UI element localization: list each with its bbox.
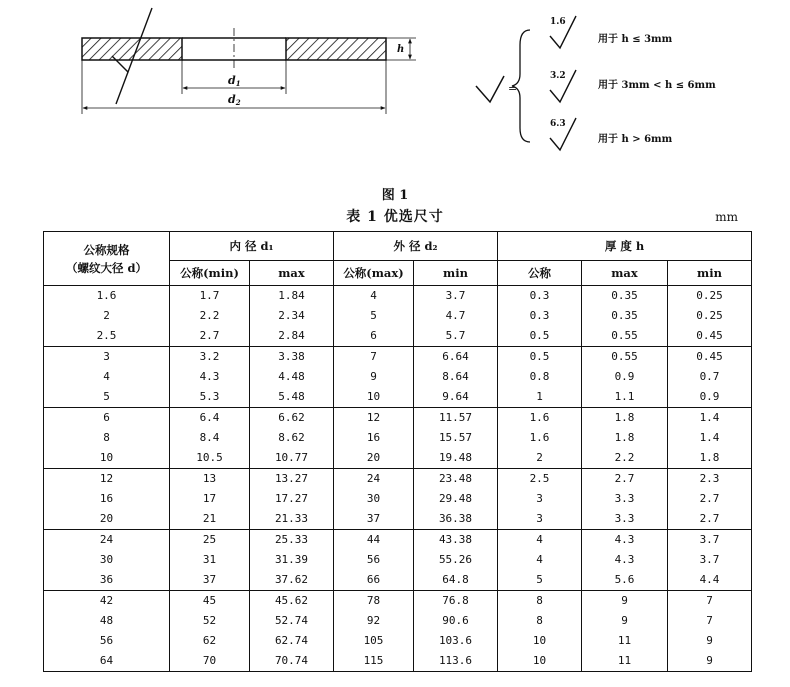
- table-cell: 31: [170, 550, 250, 570]
- header-sub-cell: min: [668, 261, 752, 286]
- table-cell: 4: [44, 367, 170, 387]
- table-cell: 24: [44, 530, 170, 551]
- table-cell: 37: [334, 509, 414, 530]
- table-cell: 64.8: [414, 570, 498, 591]
- table-cell: 0.25: [668, 306, 752, 326]
- table-cell: 30: [334, 489, 414, 509]
- header-sub-cell: 公称(min): [170, 261, 250, 286]
- table-cell: 21: [170, 509, 250, 530]
- table-row: [44, 570, 752, 591]
- table-cell: 3.3: [582, 509, 668, 530]
- table-cell: 3.3: [582, 489, 668, 509]
- table-cell: 10: [498, 631, 582, 651]
- table-cell: 2.3: [668, 469, 752, 490]
- table-cell: 4: [498, 530, 582, 551]
- roughness-condition-3: 用于 h > 6mm: [598, 134, 673, 145]
- header-spec: [44, 232, 170, 286]
- table-cell: 37.62: [250, 570, 334, 591]
- table-cell: 3.7: [414, 286, 498, 307]
- table-row: [44, 347, 752, 368]
- table-cell: 7: [334, 347, 414, 368]
- header-sub-cell: min: [414, 261, 498, 286]
- table-cell: 2: [44, 306, 170, 326]
- table-cell: 115: [334, 651, 414, 672]
- table-cell: 2.5: [498, 469, 582, 490]
- table-row: [44, 408, 752, 429]
- table-cell: 29.48: [414, 489, 498, 509]
- table-cell: 1.6: [44, 286, 170, 307]
- table-cell: 1.4: [668, 428, 752, 448]
- table-cell: 1.84: [250, 286, 334, 307]
- table-cell: 25.33: [250, 530, 334, 551]
- table-cell: 5: [44, 387, 170, 408]
- table-cell: 0.35: [582, 306, 668, 326]
- table-cell: 17: [170, 489, 250, 509]
- table-cell: 1.6: [498, 408, 582, 429]
- table-cell: 0.5: [498, 347, 582, 368]
- unit-label: mm: [715, 210, 738, 224]
- table-row: [44, 326, 752, 347]
- table-cell: 105: [334, 631, 414, 651]
- table-cell: 10: [334, 387, 414, 408]
- table-cell: 8: [498, 611, 582, 631]
- table-cell: 31.39: [250, 550, 334, 570]
- header-inner-diameter: 内 径 d₁: [170, 232, 334, 261]
- table-row: [44, 509, 752, 530]
- roughness-value-1: 1.6: [550, 17, 566, 27]
- table-cell: 62: [170, 631, 250, 651]
- table-row: [44, 428, 752, 448]
- table-cell: 7: [668, 591, 752, 612]
- d2-label: d: [228, 93, 236, 106]
- table-cell: 25: [170, 530, 250, 551]
- table-row: [44, 367, 752, 387]
- table-row: [44, 550, 752, 570]
- d1-subscript: 1: [235, 79, 241, 88]
- d2-subscript: 2: [235, 98, 241, 107]
- header-sub-cell: 公称: [498, 261, 582, 286]
- table-cell: 4.3: [170, 367, 250, 387]
- table-cell: 1.7: [170, 286, 250, 307]
- table-cell: 4: [334, 286, 414, 307]
- table-cell: 1.8: [582, 428, 668, 448]
- table-cell: 12: [44, 469, 170, 490]
- svg-text:d2: [228, 93, 241, 107]
- table-cell: 36.38: [414, 509, 498, 530]
- table-cell: 20: [44, 509, 170, 530]
- table-cell: 10: [44, 448, 170, 469]
- table-cell: 45.62: [250, 591, 334, 612]
- table-cell: 11: [582, 651, 668, 672]
- table-cell: 78: [334, 591, 414, 612]
- table-cell: 3: [498, 489, 582, 509]
- table-cell: 11.57: [414, 408, 498, 429]
- header-spec-line1: 公称规格: [83, 242, 130, 257]
- table-cell: 8.64: [414, 367, 498, 387]
- table-cell: 2: [498, 448, 582, 469]
- table-cell: 12: [334, 408, 414, 429]
- table-cell: 0.3: [498, 286, 582, 307]
- table-cell: 2.5: [44, 326, 170, 347]
- d1-label: d: [228, 74, 236, 87]
- table-cell: 6.64: [414, 347, 498, 368]
- table-row: [44, 489, 752, 509]
- table-row: [44, 469, 752, 490]
- table-cell: 9: [668, 651, 752, 672]
- table-cell: 7: [668, 611, 752, 631]
- table-cell: 4.48: [250, 367, 334, 387]
- table-cell: 30: [44, 550, 170, 570]
- table-cell: 15.57: [414, 428, 498, 448]
- table-cell: 1.8: [668, 448, 752, 469]
- table-cell: 113.6: [414, 651, 498, 672]
- table-cell: 24: [334, 469, 414, 490]
- table-cell: 6: [44, 408, 170, 429]
- table-cell: 0.8: [498, 367, 582, 387]
- table-row: [44, 530, 752, 551]
- washer-section: [82, 28, 386, 70]
- svg-text:d1: [228, 74, 241, 88]
- table-cell: 2.2: [582, 448, 668, 469]
- header-outer-diameter: 外 径 d₂: [334, 232, 498, 261]
- table-cell: 56: [44, 631, 170, 651]
- table-row: [44, 631, 752, 651]
- table-cell: 0.25: [668, 286, 752, 307]
- table-cell: 1.1: [582, 387, 668, 408]
- table-cell: 36: [44, 570, 170, 591]
- table-cell: 23.48: [414, 469, 498, 490]
- table-cell: 16: [44, 489, 170, 509]
- table-cell: 3: [498, 509, 582, 530]
- table-cell: 0.7: [668, 367, 752, 387]
- table-cell: 9: [334, 367, 414, 387]
- table-cell: 5.7: [414, 326, 498, 347]
- table-cell: 4.7: [414, 306, 498, 326]
- table-cell: 90.6: [414, 611, 498, 631]
- table-cell: 3.7: [668, 530, 752, 551]
- table-cell: 2.7: [668, 489, 752, 509]
- washer-drawing: [0, 0, 790, 180]
- table-cell: 8: [498, 591, 582, 612]
- figure-caption: 图 1: [381, 188, 409, 203]
- roughness-condition-1: 用于 h ≤ 3mm: [598, 34, 673, 45]
- table-cell: 10.77: [250, 448, 334, 469]
- table-cell: 13: [170, 469, 250, 490]
- h-label: h: [397, 44, 405, 55]
- table-row: [44, 651, 752, 672]
- table-cell: 2.84: [250, 326, 334, 347]
- preferred-sizes-table: [43, 231, 752, 672]
- table-cell: 9: [668, 631, 752, 651]
- table-cell: 55.26: [414, 550, 498, 570]
- table-cell: 3.7: [668, 550, 752, 570]
- table-cell: 10: [498, 651, 582, 672]
- table-row: [44, 387, 752, 408]
- table-cell: 2.2: [170, 306, 250, 326]
- table-cell: 1: [498, 387, 582, 408]
- table-cell: 1.4: [668, 408, 752, 429]
- table-cell: 0.9: [582, 367, 668, 387]
- table-cell: 66: [334, 570, 414, 591]
- dimension-d2: [82, 60, 386, 114]
- equals-sign: =: [508, 82, 518, 95]
- table-cell: 92: [334, 611, 414, 631]
- roughness-legend: [476, 16, 716, 150]
- table-cell: 6.4: [170, 408, 250, 429]
- table-cell: 52.74: [250, 611, 334, 631]
- roughness-value-2: 3.2: [550, 71, 566, 81]
- table-cell: 10.5: [170, 448, 250, 469]
- table-cell: 5: [498, 570, 582, 591]
- table-cell: 44: [334, 530, 414, 551]
- table-cell: 4.3: [582, 530, 668, 551]
- table-cell: 2.7: [582, 469, 668, 490]
- table-cell: 37: [170, 570, 250, 591]
- table-cell: 48: [44, 611, 170, 631]
- table-cell: 17.27: [250, 489, 334, 509]
- header-thickness: 厚 度 h: [498, 232, 752, 261]
- table-body: [44, 286, 752, 672]
- table-cell: 70.74: [250, 651, 334, 672]
- table-cell: 0.55: [582, 326, 668, 347]
- table-cell: 4.4: [668, 570, 752, 591]
- table-cell: 8: [44, 428, 170, 448]
- table-cell: 9.64: [414, 387, 498, 408]
- table-cell: 6: [334, 326, 414, 347]
- table-caption: 表 1 优选尺寸: [346, 209, 444, 225]
- table-cell: 4: [498, 550, 582, 570]
- table-cell: 64: [44, 651, 170, 672]
- table-cell: 0.55: [582, 347, 668, 368]
- table-cell: 3.2: [170, 347, 250, 368]
- table-cell: 62.74: [250, 631, 334, 651]
- table-cell: 76.8: [414, 591, 498, 612]
- roughness-condition-2: 用于 3mm < h ≤ 6mm: [598, 80, 716, 91]
- table-cell: 0.5: [498, 326, 582, 347]
- table-cell: 4.3: [582, 550, 668, 570]
- table-row: [44, 611, 752, 631]
- table-cell: 0.45: [668, 347, 752, 368]
- table-cell: 2.7: [170, 326, 250, 347]
- header-sub-cell: max: [582, 261, 668, 286]
- table-cell: 9: [582, 591, 668, 612]
- header-sub-cell: 公称(max): [334, 261, 414, 286]
- table-cell: 21.33: [250, 509, 334, 530]
- table-cell: 5: [334, 306, 414, 326]
- dimension-h: [386, 38, 416, 60]
- table-cell: 70: [170, 651, 250, 672]
- table-cell: 13.27: [250, 469, 334, 490]
- table-cell: 6.62: [250, 408, 334, 429]
- table-cell: 56: [334, 550, 414, 570]
- table-cell: 43.38: [414, 530, 498, 551]
- table-cell: 5.3: [170, 387, 250, 408]
- table-cell: 1.6: [498, 428, 582, 448]
- header-row-top: [44, 232, 752, 261]
- table-row: [44, 286, 752, 307]
- table-cell: 0.35: [582, 286, 668, 307]
- table-cell: 2.7: [668, 509, 752, 530]
- table-cell: 20: [334, 448, 414, 469]
- table-cell: 0.9: [668, 387, 752, 408]
- table-cell: 103.6: [414, 631, 498, 651]
- table-cell: 2.34: [250, 306, 334, 326]
- table-cell: 1.8: [582, 408, 668, 429]
- table-cell: 19.48: [414, 448, 498, 469]
- table-cell: 16: [334, 428, 414, 448]
- table-row: [44, 448, 752, 469]
- roughness-value-3: 6.3: [550, 119, 566, 129]
- table-cell: 8.4: [170, 428, 250, 448]
- table-cell: 0.45: [668, 326, 752, 347]
- table-cell: 11: [582, 631, 668, 651]
- table-cell: 45: [170, 591, 250, 612]
- table-cell: 52: [170, 611, 250, 631]
- header-spec-line2: （螺纹大径 d）: [65, 260, 148, 275]
- table-cell: 3.38: [250, 347, 334, 368]
- table-row: [44, 591, 752, 612]
- table-cell: 8.62: [250, 428, 334, 448]
- table-cell: 0.3: [498, 306, 582, 326]
- table-row: [44, 306, 752, 326]
- table-cell: 42: [44, 591, 170, 612]
- table-cell: 5.48: [250, 387, 334, 408]
- header-sub-cell: max: [250, 261, 334, 286]
- table-cell: 5.6: [582, 570, 668, 591]
- table-cell: 3: [44, 347, 170, 368]
- table-cell: 9: [582, 611, 668, 631]
